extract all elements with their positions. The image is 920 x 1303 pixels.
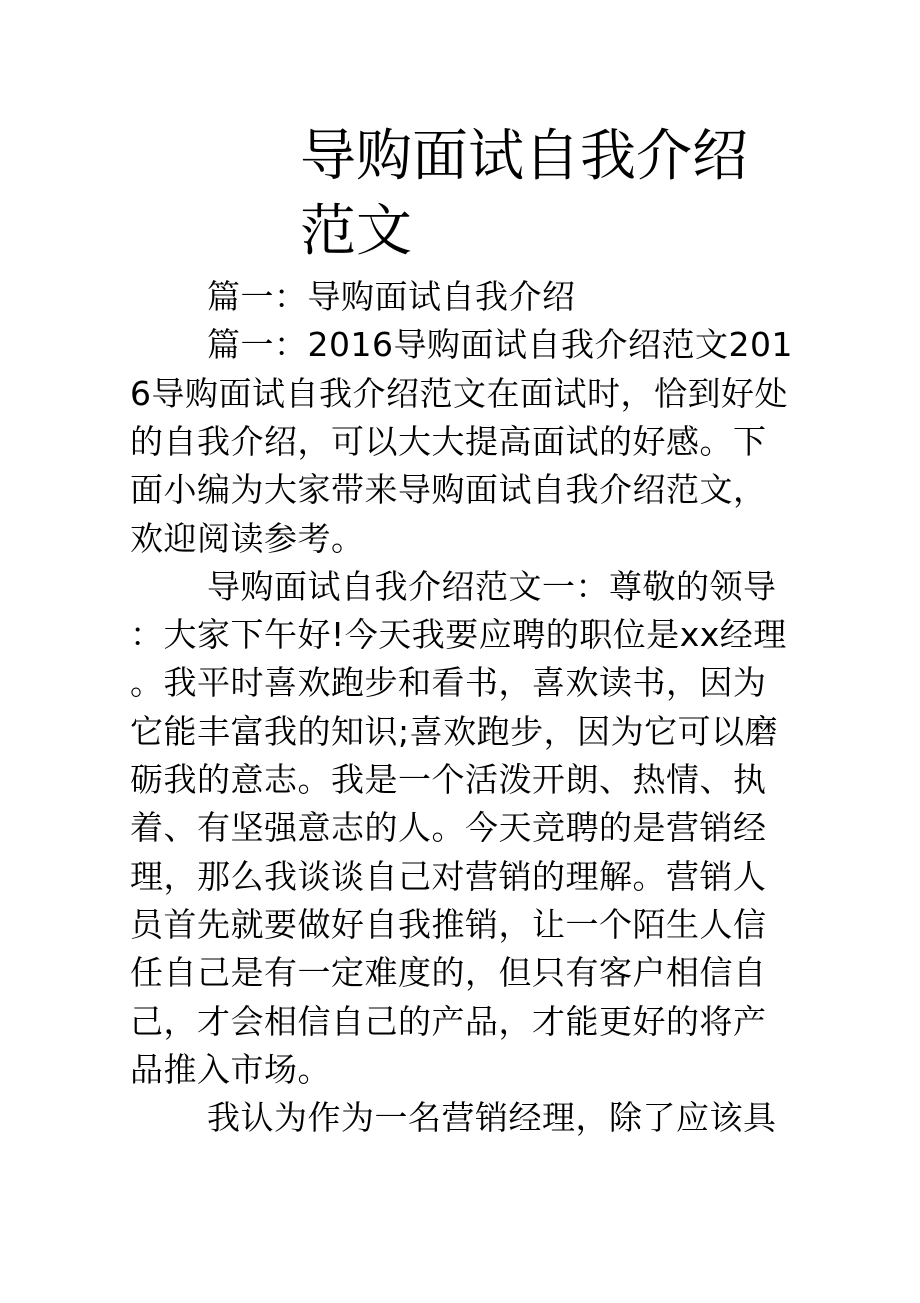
body-line: 的自我介绍，可以大大提高面试的好感。下 bbox=[130, 421, 767, 461]
body-line: 导购面试自我介绍范文一：尊敬的领导 bbox=[207, 566, 777, 606]
body-line: 。我平时喜欢跑步和看书，喜欢读书，因为 bbox=[130, 663, 767, 703]
body-line: 品推入市场。 bbox=[130, 1049, 331, 1089]
document-title-line-1: 导购面试自我介绍 bbox=[300, 124, 748, 189]
body-line: 欢迎阅读参考。 bbox=[130, 518, 365, 558]
body-line: 篇一：2016导购面试自我介绍范文201 bbox=[207, 325, 793, 365]
body-line: 着、有坚强意志的人。今天竞聘的是营销经 bbox=[130, 808, 767, 848]
body-line: 我认为作为一名营销经理，除了应该具 bbox=[207, 1098, 777, 1138]
body-line: 它能丰富我的知识;喜欢跑步，因为它可以磨 bbox=[130, 711, 779, 751]
body-line: 己，才会相信自己的产品，才能更好的将产 bbox=[130, 1001, 767, 1041]
body-line: 砺我的意志。我是一个活泼开朗、热情、执 bbox=[130, 760, 767, 799]
body-line: 任自己是有一定难度的，但只有客户相信自 bbox=[130, 953, 767, 993]
body-line: 员首先就要做好自我推销，让一个陌生人信 bbox=[130, 904, 767, 944]
body-line: 理，那么我谈谈自己对营销的理解。营销人 bbox=[130, 856, 767, 896]
body-line: 6导购面试自我介绍范文在面试时，恰到好处 bbox=[130, 373, 788, 413]
body-line: 面小编为大家带来导购面试自我介绍范文， bbox=[130, 470, 767, 510]
document-title-line-2: 范文 bbox=[300, 199, 412, 264]
body-line: 篇一：导购面试自我介绍 bbox=[207, 277, 576, 316]
body-line: ：大家下午好!今天我要应聘的职位是xx经理 bbox=[130, 615, 787, 655]
